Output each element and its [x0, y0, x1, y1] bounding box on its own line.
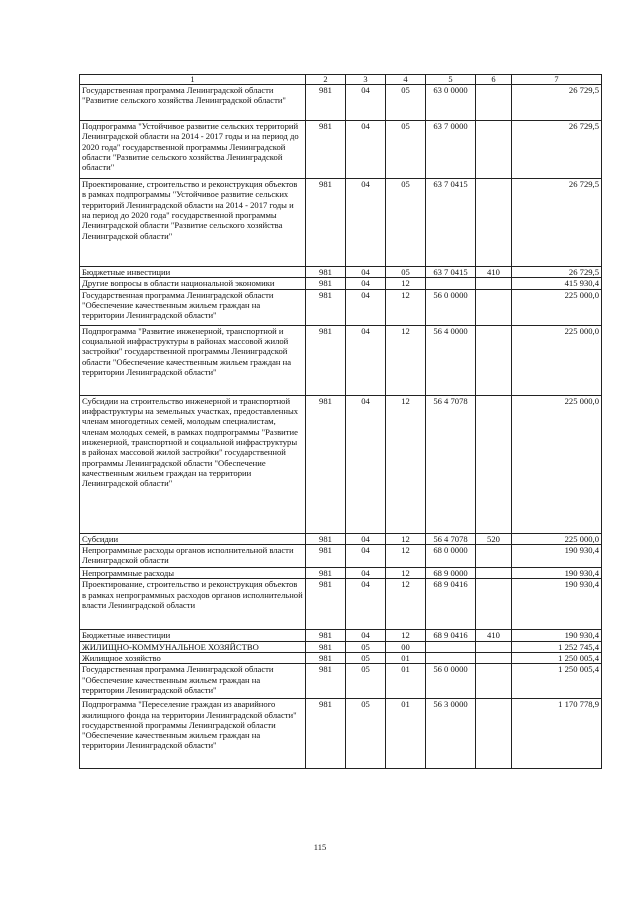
- ministry-code-cell: 981: [306, 664, 346, 699]
- row-name-cell: Государственная программа Ленинградской области "Развитие сельского хозяйства Ленинградской области": [80, 85, 306, 121]
- ministry-code-cell: 981: [306, 179, 346, 267]
- target-article-cell: 63 7 0415: [426, 267, 476, 278]
- column-header: 2: [306, 75, 346, 85]
- subsection-cell: 12: [386, 325, 426, 395]
- column-header: 3: [346, 75, 386, 85]
- amount-cell: 1 170 778,9: [512, 699, 602, 769]
- expense-type-cell: 410: [476, 267, 512, 278]
- row-name-cell: Бюджетные инвестиции: [80, 630, 306, 641]
- subsection-cell: 01: [386, 664, 426, 699]
- table-row: [80, 630, 602, 641]
- section-cell: 04: [346, 395, 386, 533]
- column-header: 5: [426, 75, 476, 85]
- target-article-cell: 56 3 0000: [426, 699, 476, 769]
- table-body: [80, 75, 602, 769]
- target-article-cell: 56 4 7078: [426, 395, 476, 533]
- amount-cell: 190 930,4: [512, 579, 602, 630]
- row-name-cell: Непрограммные расходы органов исполнительной власти Ленинградской области: [80, 544, 306, 567]
- ministry-code-cell: 981: [306, 121, 346, 179]
- subsection-cell: 05: [386, 267, 426, 278]
- row-name-cell: Бюджетные инвестиции: [80, 267, 306, 278]
- target-article-cell: 56 4 7078: [426, 533, 476, 544]
- subsection-cell: 05: [386, 121, 426, 179]
- ministry-code-cell: 981: [306, 544, 346, 567]
- target-article-cell: 63 7 0415: [426, 179, 476, 267]
- row-name-cell: Проектирование, строительство и реконструкция объектов в рамках подпрограммы "Устойчивое развитие сельских территорий Ленинградской области на 2014 - 2017 годы и на период до 2020 года" государственной программы Ленинградской области "Развитие сельского хозяйства Ленинградской области": [80, 179, 306, 267]
- row-name-cell: ЖИЛИЩНО-КОММУНАЛЬНОЕ ХОЗЯЙСТВО: [80, 641, 306, 652]
- section-cell: 04: [346, 289, 386, 325]
- ministry-code-cell: 981: [306, 533, 346, 544]
- ministry-code-cell: 981: [306, 641, 346, 652]
- section-cell: 04: [346, 325, 386, 395]
- target-article-cell: 56 0 0000: [426, 664, 476, 699]
- table-row: [80, 652, 602, 663]
- table-row: [80, 278, 602, 289]
- amount-cell: 26 729,5: [512, 267, 602, 278]
- section-cell: 05: [346, 699, 386, 769]
- amount-cell: 225 000,0: [512, 289, 602, 325]
- section-cell: 04: [346, 544, 386, 567]
- subsection-cell: 12: [386, 544, 426, 567]
- subsection-cell: 05: [386, 85, 426, 121]
- page-number: 115: [313, 842, 327, 852]
- expense-type-cell: [476, 664, 512, 699]
- ministry-code-cell: 981: [306, 325, 346, 395]
- expense-type-cell: [476, 121, 512, 179]
- expense-type-cell: 520: [476, 533, 512, 544]
- amount-cell: 1 250 005,4: [512, 664, 602, 699]
- row-name-cell: Другие вопросы в области национальной экономики: [80, 278, 306, 289]
- target-article-cell: [426, 652, 476, 663]
- target-article-cell: 68 9 0416: [426, 630, 476, 641]
- row-name-cell: Государственная программа Ленинградской области "Обеспечение качественным жильем граждан на территории Ленинградской области": [80, 289, 306, 325]
- section-cell: 04: [346, 85, 386, 121]
- table-row: [80, 699, 602, 769]
- subsection-cell: 01: [386, 652, 426, 663]
- subsection-cell: 00: [386, 641, 426, 652]
- amount-cell: 190 930,4: [512, 567, 602, 578]
- amount-cell: 190 930,4: [512, 630, 602, 641]
- row-name-cell: Подпрограмма "Развитие инженерной, транспортной и социальной инфраструктуры в районах массовой жилой застройки" государственной программы Ленинградской области "Обеспечение качественным жильем граждан на территории Ленинградской области": [80, 325, 306, 395]
- target-article-cell: 56 0 0000: [426, 289, 476, 325]
- expense-type-cell: [476, 699, 512, 769]
- target-article-cell: 68 9 0416: [426, 579, 476, 630]
- row-name-cell: Непрограммные расходы: [80, 567, 306, 578]
- section-cell: 04: [346, 278, 386, 289]
- table-row: [80, 85, 602, 121]
- amount-cell: 1 252 745,4: [512, 641, 602, 652]
- section-cell: 04: [346, 567, 386, 578]
- expense-type-cell: [476, 179, 512, 267]
- row-name-cell: Субсидии на строительство инженерной и транспортной инфраструктуры на земельных участках, предоставленных членам многодетных семей, молодым специалистам, членам молодых семей, в рамках подпрограммы "Развитие инженерной, транспортной и социальной инфраструктуры в районах массовой жилой застройки" государственной программы Ленинградской области "Обеспечение качественным жильем граждан на территории Ленинградской области": [80, 395, 306, 533]
- table-row: [80, 179, 602, 267]
- expense-type-cell: [476, 544, 512, 567]
- subsection-cell: 01: [386, 699, 426, 769]
- section-cell: 04: [346, 267, 386, 278]
- ministry-code-cell: 981: [306, 85, 346, 121]
- column-header: 7: [512, 75, 602, 85]
- expense-type-cell: [476, 85, 512, 121]
- table-row: [80, 641, 602, 652]
- table-row: [80, 544, 602, 567]
- expense-type-cell: [476, 652, 512, 663]
- ministry-code-cell: 981: [306, 579, 346, 630]
- subsection-cell: 12: [386, 533, 426, 544]
- section-cell: 04: [346, 121, 386, 179]
- target-article-cell: 63 7 0000: [426, 121, 476, 179]
- row-name-cell: Государственная программа Ленинградской области "Обеспечение качественным жильем граждан на территории Ленинградской области": [80, 664, 306, 699]
- table-row: [80, 567, 602, 578]
- ministry-code-cell: 981: [306, 395, 346, 533]
- section-cell: 04: [346, 579, 386, 630]
- expense-type-cell: [476, 579, 512, 630]
- expense-type-cell: [476, 289, 512, 325]
- row-name-cell: Субсидии: [80, 533, 306, 544]
- amount-cell: 415 930,4: [512, 278, 602, 289]
- table-row: [80, 395, 602, 533]
- expense-type-cell: [476, 278, 512, 289]
- expense-type-cell: [476, 325, 512, 395]
- subsection-cell: 12: [386, 278, 426, 289]
- ministry-code-cell: 981: [306, 567, 346, 578]
- table-row: [80, 664, 602, 699]
- ministry-code-cell: 981: [306, 289, 346, 325]
- expense-type-cell: [476, 567, 512, 578]
- table-row: [80, 579, 602, 630]
- column-header: 1: [80, 75, 306, 85]
- subsection-cell: 12: [386, 567, 426, 578]
- row-name-cell: Проектирование, строительство и реконструкция объектов в рамках непрограммных расходов органов исполнительной власти Ленинградской области: [80, 579, 306, 630]
- target-article-cell: 63 0 0000: [426, 85, 476, 121]
- ministry-code-cell: 981: [306, 267, 346, 278]
- ministry-code-cell: 981: [306, 630, 346, 641]
- budget-table: [79, 74, 602, 769]
- amount-cell: 26 729,5: [512, 121, 602, 179]
- expense-type-cell: [476, 395, 512, 533]
- target-article-cell: [426, 278, 476, 289]
- section-cell: 04: [346, 630, 386, 641]
- subsection-cell: 12: [386, 289, 426, 325]
- subsection-cell: 05: [386, 179, 426, 267]
- row-name-cell: Жилищное хозяйство: [80, 652, 306, 663]
- target-article-cell: 56 4 0000: [426, 325, 476, 395]
- row-name-cell: Подпрограмма "Переселение граждан из аварийного жилищного фонда на территории Ленинградской области" государственной программы Ленинградской области "Обеспечение качественным жильем граждан на территории Ленинградской области": [80, 699, 306, 769]
- amount-cell: 1 250 005,4: [512, 652, 602, 663]
- expense-type-cell: 410: [476, 630, 512, 641]
- section-cell: 04: [346, 179, 386, 267]
- ministry-code-cell: 981: [306, 278, 346, 289]
- table-row: [80, 121, 602, 179]
- table-row: [80, 325, 602, 395]
- table-row: [80, 267, 602, 278]
- amount-cell: 26 729,5: [512, 85, 602, 121]
- ministry-code-cell: 981: [306, 652, 346, 663]
- table-row: [80, 533, 602, 544]
- ministry-code-cell: 981: [306, 699, 346, 769]
- amount-cell: 225 000,0: [512, 395, 602, 533]
- section-cell: 04: [346, 533, 386, 544]
- amount-cell: 26 729,5: [512, 179, 602, 267]
- table-row: [80, 289, 602, 325]
- section-cell: 05: [346, 641, 386, 652]
- amount-cell: 190 930,4: [512, 544, 602, 567]
- amount-cell: 225 000,0: [512, 533, 602, 544]
- target-article-cell: 68 9 0000: [426, 567, 476, 578]
- subsection-cell: 12: [386, 395, 426, 533]
- expense-type-cell: [476, 641, 512, 652]
- target-article-cell: [426, 641, 476, 652]
- column-header: 6: [476, 75, 512, 85]
- section-cell: 05: [346, 664, 386, 699]
- section-cell: 05: [346, 652, 386, 663]
- target-article-cell: 68 0 0000: [426, 544, 476, 567]
- subsection-cell: 12: [386, 630, 426, 641]
- table-header-row: [80, 75, 602, 85]
- subsection-cell: 12: [386, 579, 426, 630]
- row-name-cell: Подпрограмма "Устойчивое развитие сельских территорий Ленинградской области на 2014 - 2017 годы и на период до 2020 года" государственной программы Ленинградской области "Развитие сельского хозяйства Ленинградской области": [80, 121, 306, 179]
- column-header: 4: [386, 75, 426, 85]
- amount-cell: 225 000,0: [512, 325, 602, 395]
